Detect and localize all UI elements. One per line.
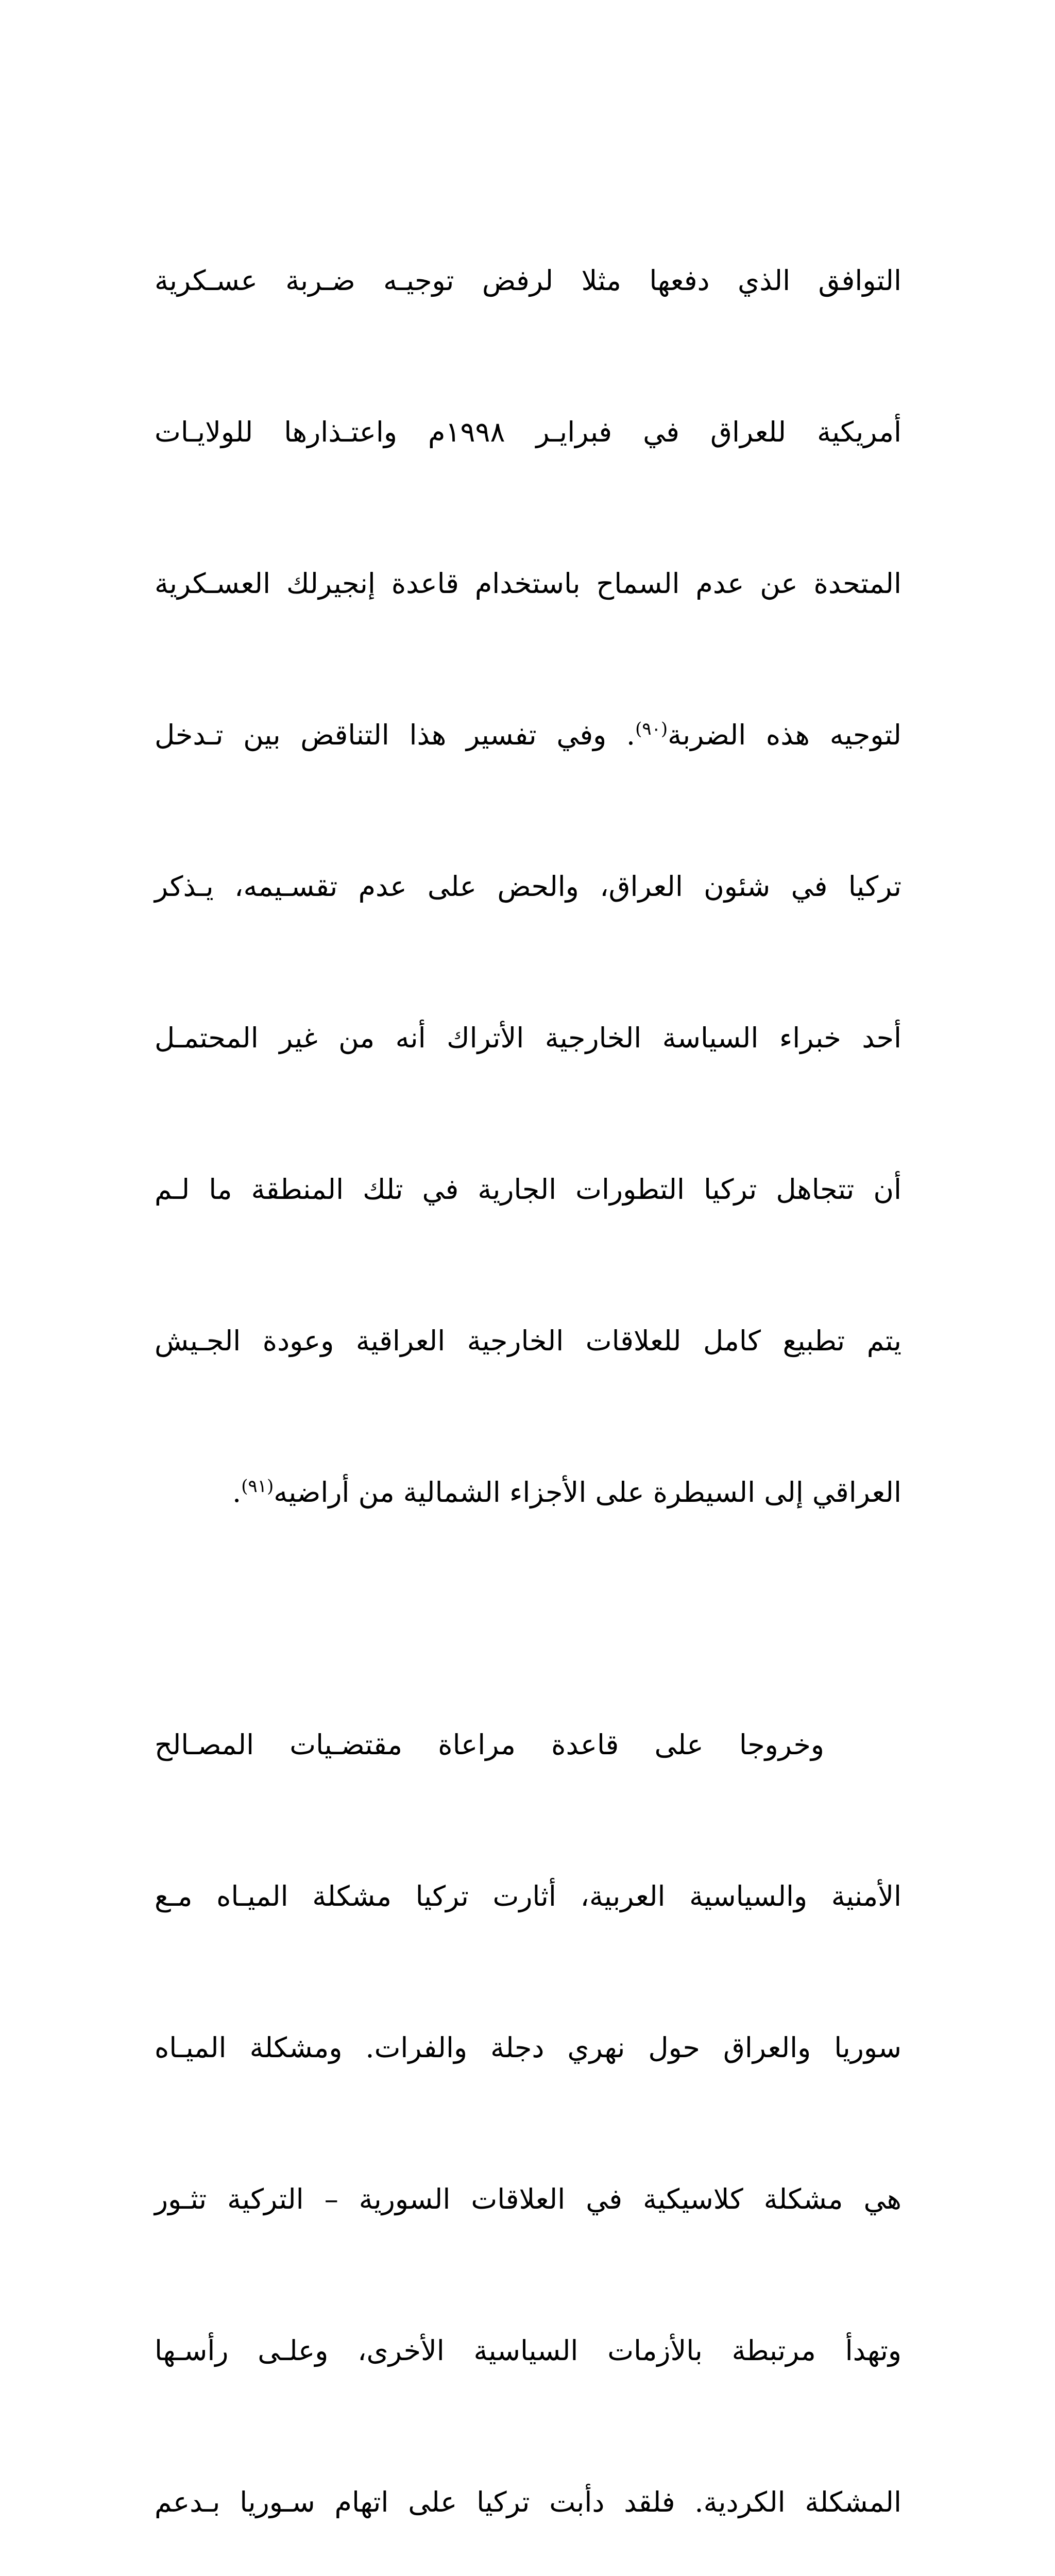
- text-line: أن تتجاهل تركيا التطورات الجارية في تلك المنطقة ما لـم: [155, 1173, 901, 1206]
- text-segment: العراقي إلى السيطرة على الأجزاء الشمالية من أراضيه: [274, 1476, 901, 1509]
- text-line: هي مشكلة كلاسيكية في العلاقات السورية – التركية تثـور: [155, 2183, 901, 2215]
- text-segment: . وفي تفسير هذا التناقض بين تـدخل: [155, 719, 636, 751]
- text-segment: .: [232, 1476, 242, 1509]
- text-line: أمريكية للعراق في فبرايـر ١٩٩٨م واعتـذارها للولايـات: [155, 416, 901, 448]
- text-line: [155, 710, 901, 760]
- text-line: [155, 1467, 901, 1518]
- text-line: وخروجا على قاعدة مراعاة مقتضـيات المصـالح: [155, 1728, 824, 1761]
- paragraph-2: [155, 1619, 901, 2576]
- text-line: تركيا في شئون العراق، والحض على عدم تقسـيمه، يـذكر: [155, 870, 901, 903]
- body-text: [155, 155, 901, 2576]
- footnote-marker: (٩٠): [635, 719, 668, 739]
- text-line: يتم تطبيع كامل للعلاقات الخارجية العراقية وعودة الجـيش: [155, 1325, 901, 1357]
- text-line: سوريا والعراق حول نهري دجلة والفرات. ومشكلة الميـاه: [155, 2031, 901, 2064]
- text-line: التوافق الذي دفعها مثلا لرفض توجيـه ضـربة عسـكرية: [155, 264, 901, 297]
- text-line: أحد خبراء السياسة الخارجية الأتراك أنه من غير المحتمـل: [155, 1022, 901, 1054]
- text-line: المشكلة الكردية. فلقد دأبت تركيا على اتهام سـوريا بـدعم: [155, 2486, 901, 2518]
- text-line: وتهدأ مرتبطة بالأزمات السياسية الأخرى، وعلـى رأسـها: [155, 2334, 901, 2367]
- text-segment: لتوجيه هذه الضربة: [668, 719, 902, 751]
- footnote-marker: (٩١): [241, 1476, 274, 1497]
- text-line: المتحدة عن عدم السماح باستخدام قاعدة إنجيرلك العسـكرية: [155, 567, 901, 600]
- paragraph-1: [155, 155, 901, 1619]
- text-line: الأمنية والسياسية العربية، أثارت تركيا مشكلة الميـاه مـع: [155, 1880, 901, 1912]
